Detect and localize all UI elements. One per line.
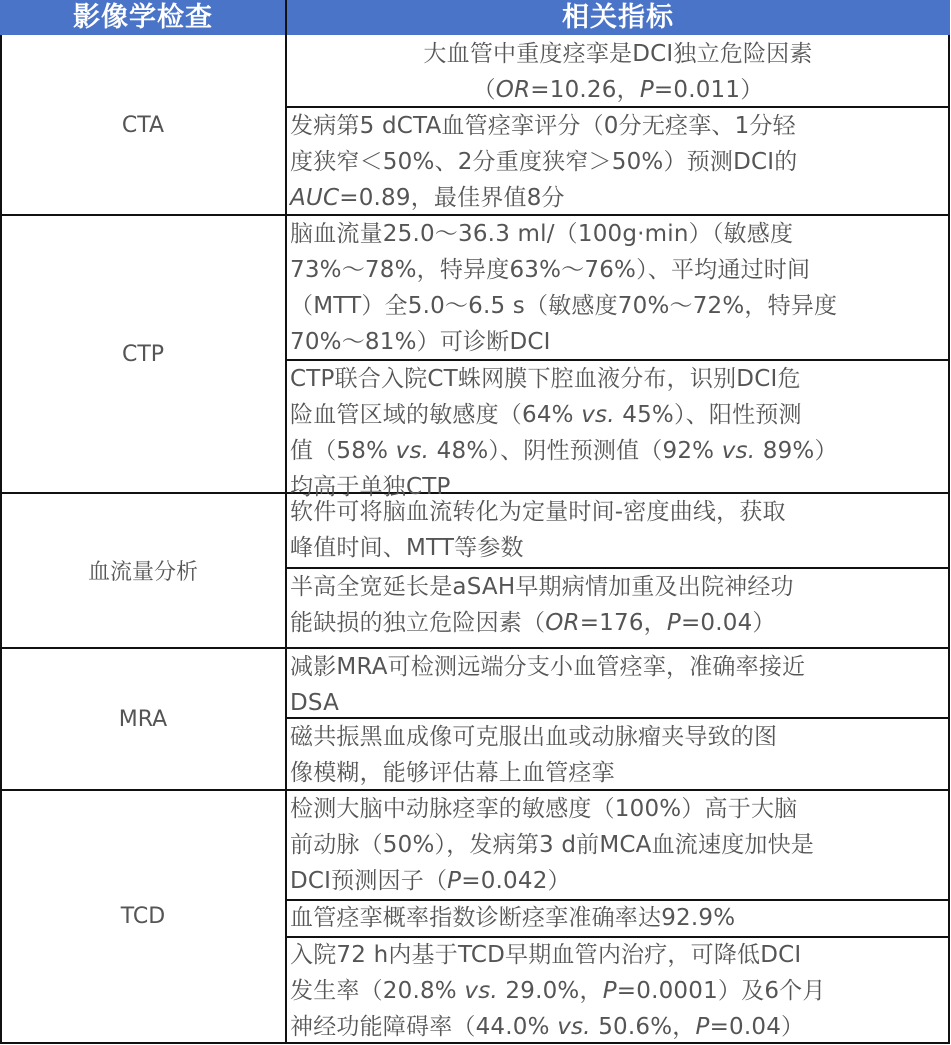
indicator-cell — [290, 361, 946, 505]
indicator-cell — [290, 649, 946, 721]
header-related-indicators: 相关指标 — [286, 0, 950, 35]
cell-line: 检测大脑中动脉痉挛的敏感度（100%）高于大脑 — [290, 796, 798, 822]
category-blood-flow-analysis: 血流量分析 — [87, 560, 198, 585]
cell-line: 大血管中重度痉挛是DCI独立危险因素 — [423, 41, 813, 67]
table-border-right — [948, 35, 950, 1044]
category-tcd: TCD — [120, 904, 166, 929]
cell-line: 前动脉（50%），发病第3 d前MCA血流速度加快是 — [290, 832, 815, 858]
indicator-cell — [290, 900, 946, 936]
cell-line: AUC=0.89，最佳界值8分 — [290, 185, 565, 211]
indicator-cell — [290, 494, 946, 566]
cell-line: 发病第5 dCTA血管痉挛评分（0分无痉挛、1分轻 — [290, 113, 796, 139]
cell-line: 险血管区域的敏感度（64% vs. 45%）、阳性预测 — [290, 402, 802, 428]
indicator-cell — [290, 216, 946, 360]
cell-line: （OR=10.26，P=0.011） — [472, 77, 764, 103]
header-imaging-exam: 影像学检查 — [0, 0, 286, 35]
cell-line: 73%～78%，特异度63%～76%）、平均通过时间 — [290, 257, 811, 283]
category-ctp: CTP — [121, 341, 165, 367]
cell-line: （MTT）全5.0～6.5 s（敏感度70%～72%，特异度 — [290, 293, 838, 319]
cell-line: 峰值时间、MTT等参数 — [290, 535, 524, 561]
cell-line: 脑血流量25.0～36.3 ml/（100g·min）（敏感度 — [290, 221, 794, 247]
category-cta: CTA — [121, 112, 165, 138]
cell-line: 均高于单独CTP — [290, 474, 451, 500]
cell-line: 能缺损的独立危险因素（OR=176，P=0.04） — [290, 610, 776, 636]
cell-line: 神经功能障碍率（44.0% vs. 50.6%，P=0.04） — [290, 1014, 805, 1040]
cell-line: 发生率（20.8% vs. 29.0%，P=0.0001）及6个月 — [290, 978, 826, 1004]
indicator-cell — [290, 569, 946, 641]
indicator-cell — [290, 108, 946, 216]
cell-line: 磁共振黑血成像可克服出血或动脉瘤夹导致的图 — [290, 724, 778, 750]
cell-line: 半高全宽延长是aSAH早期病情加重及出院神经功 — [290, 574, 794, 600]
cell-line: CTP联合入院CT蛛网膜下腔血液分布，识别DCI危 — [290, 366, 801, 392]
cell-line: 像模糊，能够评估幕上血管痉挛 — [290, 760, 615, 786]
indicator-cell — [290, 937, 946, 1045]
cell-line: 血管痉挛概率指数诊断痉挛准确率达92.9% — [290, 905, 736, 931]
cell-line: DSA — [290, 690, 340, 716]
cell-line: 软件可将脑血流转化为定量时间-密度曲线，获取 — [290, 499, 786, 525]
indicator-cell — [290, 791, 946, 899]
indicator-cell — [290, 36, 946, 108]
cell-line: DCI预测因子（P=0.042） — [290, 868, 571, 894]
indicator-cell — [290, 719, 946, 791]
cell-line: 度狭窄＜50%、2分重度狭窄＞50%）预测DCI的 — [290, 149, 798, 175]
cell-line: 入院72 h内基于TCD早期血管内治疗，可降低DCI — [290, 942, 802, 968]
cell-line: 值（58% vs. 48%）、阴性预测值（92% vs. 89%） — [290, 438, 838, 464]
cell-line: 70%～81%）可诊断DCI — [290, 329, 551, 355]
cell-line: 减影MRA可检测远端分支小血管痉挛，准确率接近 — [290, 654, 806, 680]
category-mra: MRA — [118, 706, 168, 732]
